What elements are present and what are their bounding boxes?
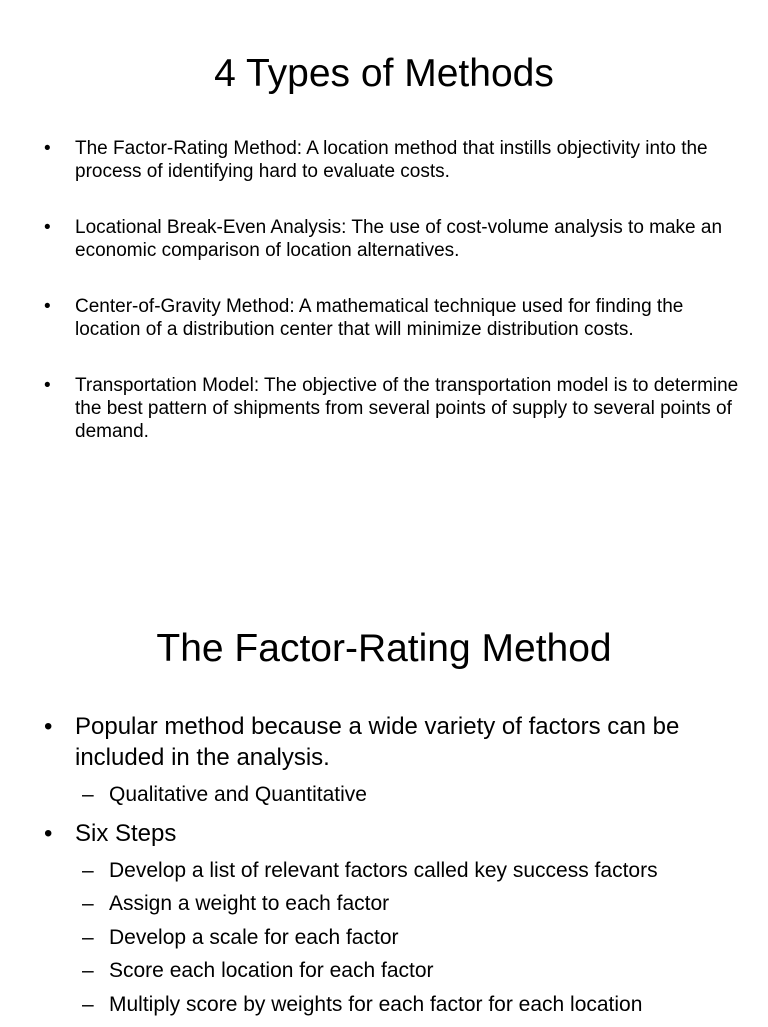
bullet-dot: • — [44, 296, 51, 317]
dash-mark: – — [82, 858, 94, 882]
bullet-text: The Factor-Rating Method: A location method that instills objectivity into the process of identifying hard to evaluate costs. — [75, 138, 708, 182]
sub-bullet-text: Score each location for each factor — [109, 959, 434, 982]
sub-bullet-list — [75, 854, 755, 1022]
bullet-dot: • — [44, 138, 51, 159]
sub-bullet-text: Develop a list of relevant factors called key success factors — [109, 858, 658, 882]
dash-mark: – — [82, 992, 94, 1016]
bullet-text: Locational Break-Even Analysis: The use of cost-volume analysis to make an economic comparison of location alternatives. — [75, 217, 723, 261]
dash-mark: – — [82, 892, 94, 915]
bullet-list — [40, 711, 755, 1027]
list-item — [75, 778, 755, 812]
bullet-list — [40, 137, 740, 476]
list-item — [75, 988, 755, 1022]
list-item — [75, 887, 755, 921]
bullet-dot: • — [44, 217, 51, 238]
bullet-text: Transportation Model: The objective of the transportation model is to determine the best pattern of shipments from several points of supply to several points of demand. — [75, 375, 739, 442]
bullet-dot: • — [44, 375, 51, 396]
slide-title: 4 Types of Methods — [214, 52, 554, 95]
list-item — [75, 854, 755, 888]
list-item — [75, 954, 755, 988]
bullet-dot: • — [44, 819, 53, 847]
bullet-text: Center-of-Gravity Method: A mathematical technique used for finding the location of a distribution center that will minimize distribution costs. — [75, 296, 684, 340]
slide-types-of-methods — [0, 0, 768, 512]
dash-mark: – — [82, 783, 94, 806]
slide-title: The Factor-Rating Method — [156, 627, 612, 670]
dash-mark: – — [82, 925, 94, 949]
sub-bullet-text: Multiply score by weights for each factor for each location — [109, 992, 643, 1016]
sub-bullet-list — [75, 778, 755, 812]
list-item — [40, 137, 740, 183]
list-item — [40, 295, 740, 341]
bullet-text: Popular method because a wide variety of factors can be included in the analysis. — [75, 713, 680, 771]
slide-factor-rating-method — [0, 512, 768, 1024]
bullet-dot: • — [44, 713, 53, 740]
dash-mark: – — [82, 959, 94, 982]
sub-bullet-text: Qualitative and Quantitative — [109, 783, 367, 806]
bullet-text: Six Steps — [75, 819, 177, 847]
list-item — [40, 818, 755, 1022]
list-item — [75, 921, 755, 955]
sub-bullet-text: Develop a scale for each factor — [109, 925, 399, 949]
sub-bullet-text: Assign a weight to each factor — [109, 892, 390, 915]
list-item — [40, 711, 755, 812]
list-item — [40, 374, 740, 443]
list-item — [40, 216, 740, 262]
